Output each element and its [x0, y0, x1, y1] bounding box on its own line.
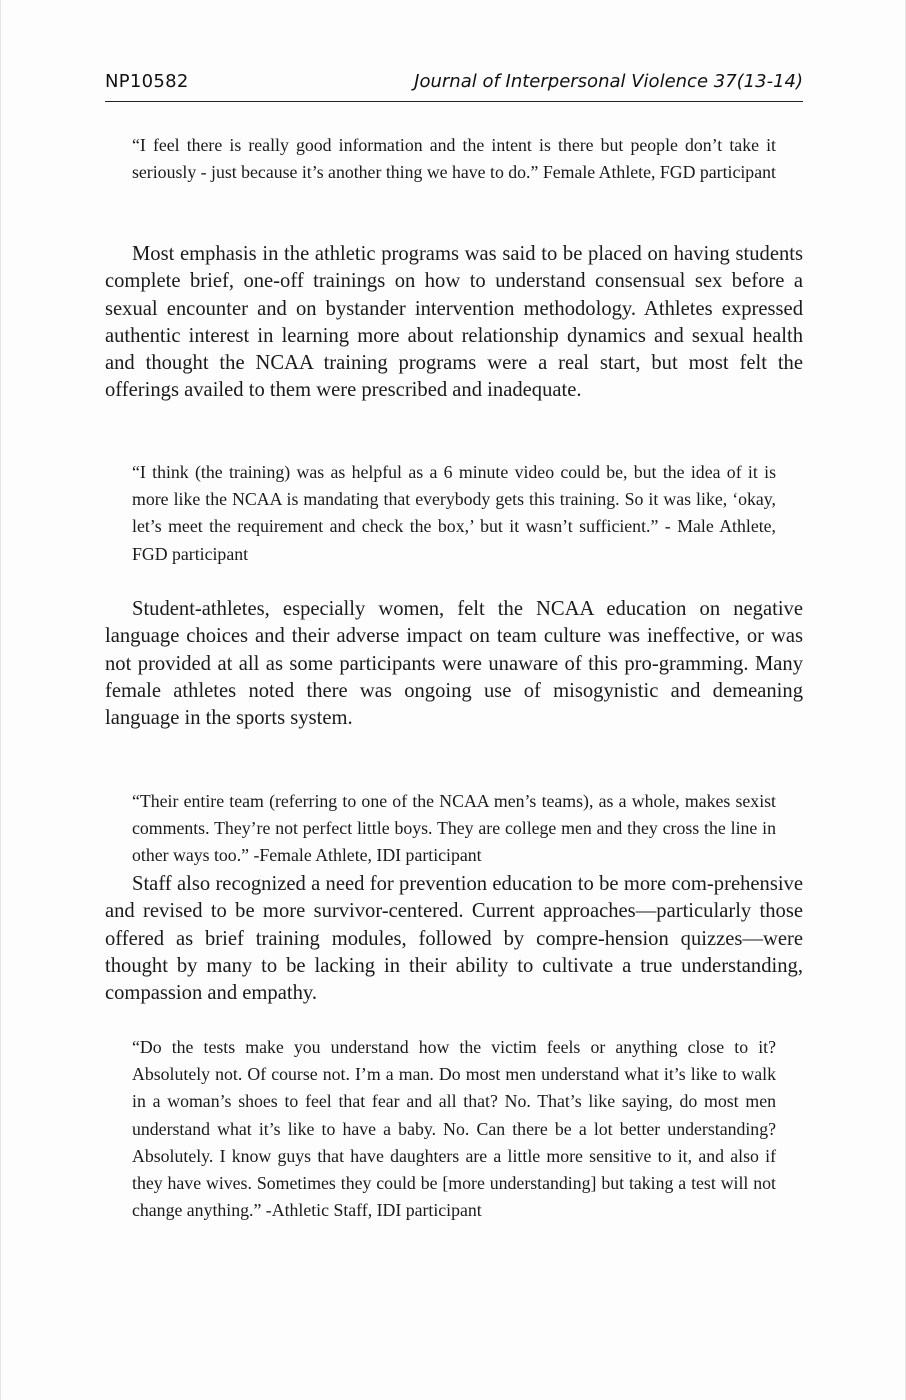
paragraph-staff-recognition: Staff also recognized a need for prevention education to be more com-prehensive and revised to be more survivor-centered. Current approaches—particularly those offered as brief training modules, followed by compre-hension quizzes—were thought by many to be lacking in their ability to cultivate a true understanding, compassion and empathy. — [105, 873, 803, 1005]
block-quote-male-athlete-fgd: “I think (the training) was as helpful as a 6 minute video could be, but the idea of it is more like the NCAA is mandating that everybody gets this training. So it was like, ‘okay, let’s meet the requirement and check the box,’ but it wasn’t sufficient.” - Male Athlete, FGD participant — [132, 462, 776, 564]
running-header — [105, 68, 803, 102]
article-id: NP10582 — [105, 71, 189, 92]
block-quote-female-athlete-fgd: “I feel there is really good information and the intent is there but people don’t take it seriously - just because it’s another thing we have to do.” Female Athlete, FGD participant — [132, 135, 776, 183]
journal-citation: Journal of Interpersonal Violence 37(13-14) — [414, 71, 803, 92]
block-quote-female-athlete-idi: “Their entire team (referring to one of the NCAA men’s teams), as a whole, makes sexist comments. They’re not perfect little boys. They are college men and they cross the line in other ways too.” -Female Athlete, IDI participant — [132, 791, 776, 866]
paragraph-training-emphasis: Most emphasis in the athletic programs was said to be placed on having students complete brief, one-off trainings on how to understand consensual sex before a sexual encounter and on bystander intervention methodology. Athletes expressed authentic interest in learning more about relationship dynamics and sexual health and thought the NCAA training programs were a real start, but most felt the offerings availed to them were prescribed and inadequate. — [105, 243, 803, 402]
paragraph-negative-language: Student-athletes, especially women, felt the NCAA education on negative language choices and their adverse impact on team culture was ineffective, or was not provided at all as some participants were unaware of this pro-gramming. Many female athletes noted there was ongoing use of misogynistic and demeaning language in the sports system. — [105, 598, 803, 730]
block-quote-athletic-staff-idi: “Do the tests make you understand how the victim feels or anything close to it? Absolutely not. Of course not. I’m a man. Do most men understand what it’s like to walk in a woman’s shoes to feel that fear and all that? No. That’s like saying, do most men understand what it’s like to have a baby. No. Can there be a lot better understanding? Absolutely. I know guys that have daughters are a little more sensitive to it, and also if they have wives. Sometimes they could be [more understanding] but taking a test will not change anything.” -Athletic Staff, IDI participant — [132, 1037, 776, 1221]
